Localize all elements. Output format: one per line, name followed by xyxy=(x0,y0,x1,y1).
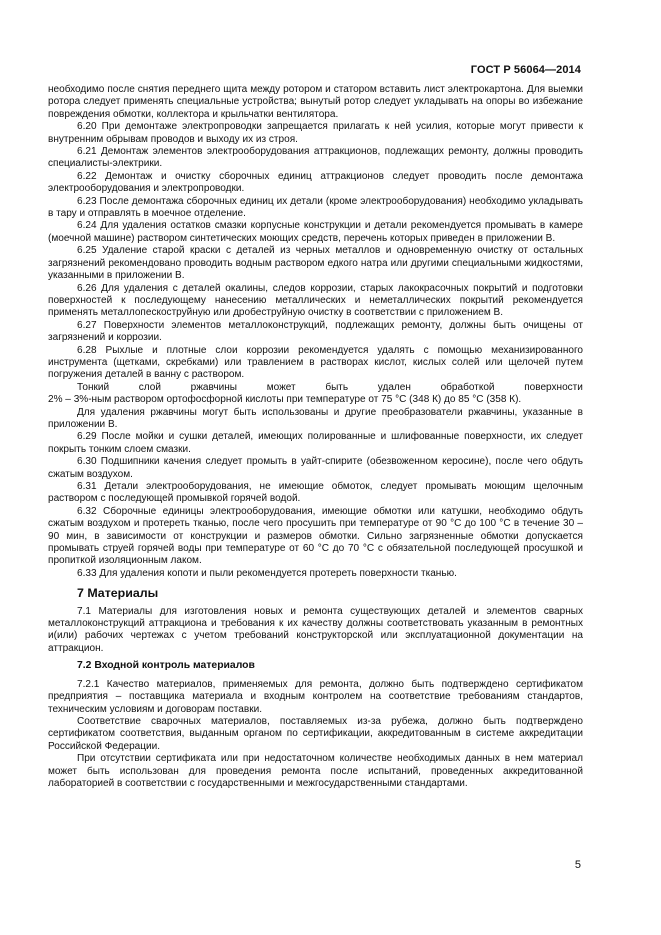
word: поверхности xyxy=(524,381,583,393)
word: слой xyxy=(138,381,161,393)
paragraph-6-27: 6.27 Поверхности элементов металлоконструкций, подлежащих ремонту, должны быть очищены от загрязнений и коррозии. xyxy=(48,319,583,344)
word: обработкой xyxy=(440,381,495,393)
word: Тонкий xyxy=(77,381,110,393)
paragraph-7-1: 7.1 Материалы для изготовления новых и ремонта существующих деталей и элементов сварных металлоконструкций аттракциона и требования к их качеству должны соответствовать указанным в ремонтных и(или) рабочих чертежах с учетом требований конструкторской или эксплуатационной документации на аттракцион. xyxy=(48,605,583,654)
paragraph-6-22: 6.22 Демонтаж и очистку сборочных единиц аттракционов следует проводить после демонтажа электрооборудования и электропроводки. xyxy=(48,170,583,195)
paragraph-6-26: 6.26 Для удаления с деталей окалины, следов коррозии, старых лакокрасочных покрытий и подготовки поверхностей к последующему нанесению металлических и неметаллических покрытий рекомендуется применять металлопескоструйную или дробеструйную очистку в соответствии с приложением В. xyxy=(48,282,583,319)
section-7-heading: 7 Материалы xyxy=(77,586,159,601)
word: может xyxy=(266,381,296,393)
paragraph-6-23: 6.23 После демонтажа сборочных единиц их детали (кроме электрооборудования) необходимо укладывать в тару и отправлять в моечное отделение. xyxy=(48,195,583,220)
paragraph-6-29: 6.29 После мойки и сушки деталей, имеющих полированные и шлифованные поверхности, их следует покрыть тонким слоем смазки. xyxy=(48,431,583,455)
document-body xyxy=(48,84,583,790)
paragraph-6-25: 6.25 Удаление старой краски с деталей из черных металлов и одновременную очистку от остальных загрязнений рекомендовано проводить водным раствором едкого натра или другими специальными жидкостями, указанными в приложении В. xyxy=(48,245,583,282)
paragraph-welding-materials: Соответствие сварочных материалов, поставляемых из-за рубежа, должно быть подтверждено сертификатом соответствия, выданным органом по сертификации, аккредитованным в системе аккредитации Российской Федерации. xyxy=(48,715,583,752)
section-7-2-heading: 7.2 Входной контроль материалов xyxy=(77,660,255,672)
paragraph-rust-removal-rest: 2% – 3%-ным раствором ортофосфорной кислоты при температуре от 75 °C (348 К) до 85 °C (358 К). xyxy=(48,394,522,406)
paragraph-6-21: 6.21 Демонтаж элементов электрооборудования аттракционов, подлежащих ремонту, должны проводить специалисты-электрики. xyxy=(48,146,583,170)
paragraph-6-32: 6.32 Сборочные единицы электрооборудования, имеющие обмотки или катушки, необходимо обдуть сжатым воздухом и протереть тканью, после чего просушить при температуре от 90 °C до 100 °C в течение 30 – 90 мин, в зависимости от конструкции и размеров обмотки. Сильно загрязненные обмотки допускается промывать струей горячей воды при температуре от 60 °C до 70 °C с обязательной последующей просушкой и пропиткой изоляционным лаком. xyxy=(48,505,583,567)
paragraph-6-33: 6.33 Для удаления копоти и пыли рекомендуется протереть поверхности тканью. xyxy=(77,567,457,579)
paragraph-6-28: 6.28 Рыхлые и плотные слои коррозии рекомендуется удалять с помощью механизированного инструмента (щетками, скребками) или травлением в растворах кислот, кислых солей или щелочей путем погружения деталей в ванну с раствором. xyxy=(48,344,583,381)
paragraph-6-30: 6.30 Подшипники качения следует промыть в уайт-спирите (обезвоженном керосине), после чего обдуть сжатым воздухом. xyxy=(48,456,583,480)
paragraph-6-24: 6.24 Для удаления остатков смазки корпусные конструкции и детали рекомендуется промывать в камере (моечной машине) раствором синтетических моющих средств, перечень которых приведен в приложении В. xyxy=(48,220,583,244)
paragraph-rust-converters: Для удаления ржавчины могут быть использованы и другие преобразователи ржавчины, указанные в приложении В. xyxy=(48,406,583,430)
paragraph-6-31: 6.31 Детали электрооборудования, не имеющие обмоток, следует промывать моющим щелочным раствором с последующей промывкой горячей водой. xyxy=(48,481,583,505)
document-code-header: ГОСТ Р 56064—2014 xyxy=(470,64,581,76)
paragraph-continuation: необходимо после снятия переднего щита между ротором и статором вставить лист электрокартона. Для выемки ротора следует применять специальные устройства; вынутый ротор следует укладывать на опоры во избежание повреждения обмотки, коллектора и крыльчатки вентилятора. xyxy=(48,84,583,120)
word: быть xyxy=(325,381,349,393)
word: ржавчины xyxy=(190,381,238,393)
paragraph-7-2-1: 7.2.1 Качество материалов, применяемых для ремонта, должно быть подтверждено сертификатом предприятия – поставщика материала и входным контролем на соответствие требованиям стандартов, техническим условиям и договорам поставки. xyxy=(48,678,583,715)
page-number: 5 xyxy=(574,859,581,871)
word: удален xyxy=(377,381,411,393)
paragraph-no-certificate: При отсутствии сертификата или при недостаточном количестве необходимых данных в нем материал может быть использован для проведения ремонта после испытаний, проведенных аккредитованной лабораторией в соответствии с государственными и межгосударственными стандартами. xyxy=(48,753,583,789)
paragraph-rust-removal-first-line xyxy=(48,382,583,394)
paragraph-6-20: 6.20 При демонтаже электропроводки запрещается прилагать к ней усилия, которые могут привести к внутренним обрывам проводов и выходу их из строя. xyxy=(48,121,583,145)
